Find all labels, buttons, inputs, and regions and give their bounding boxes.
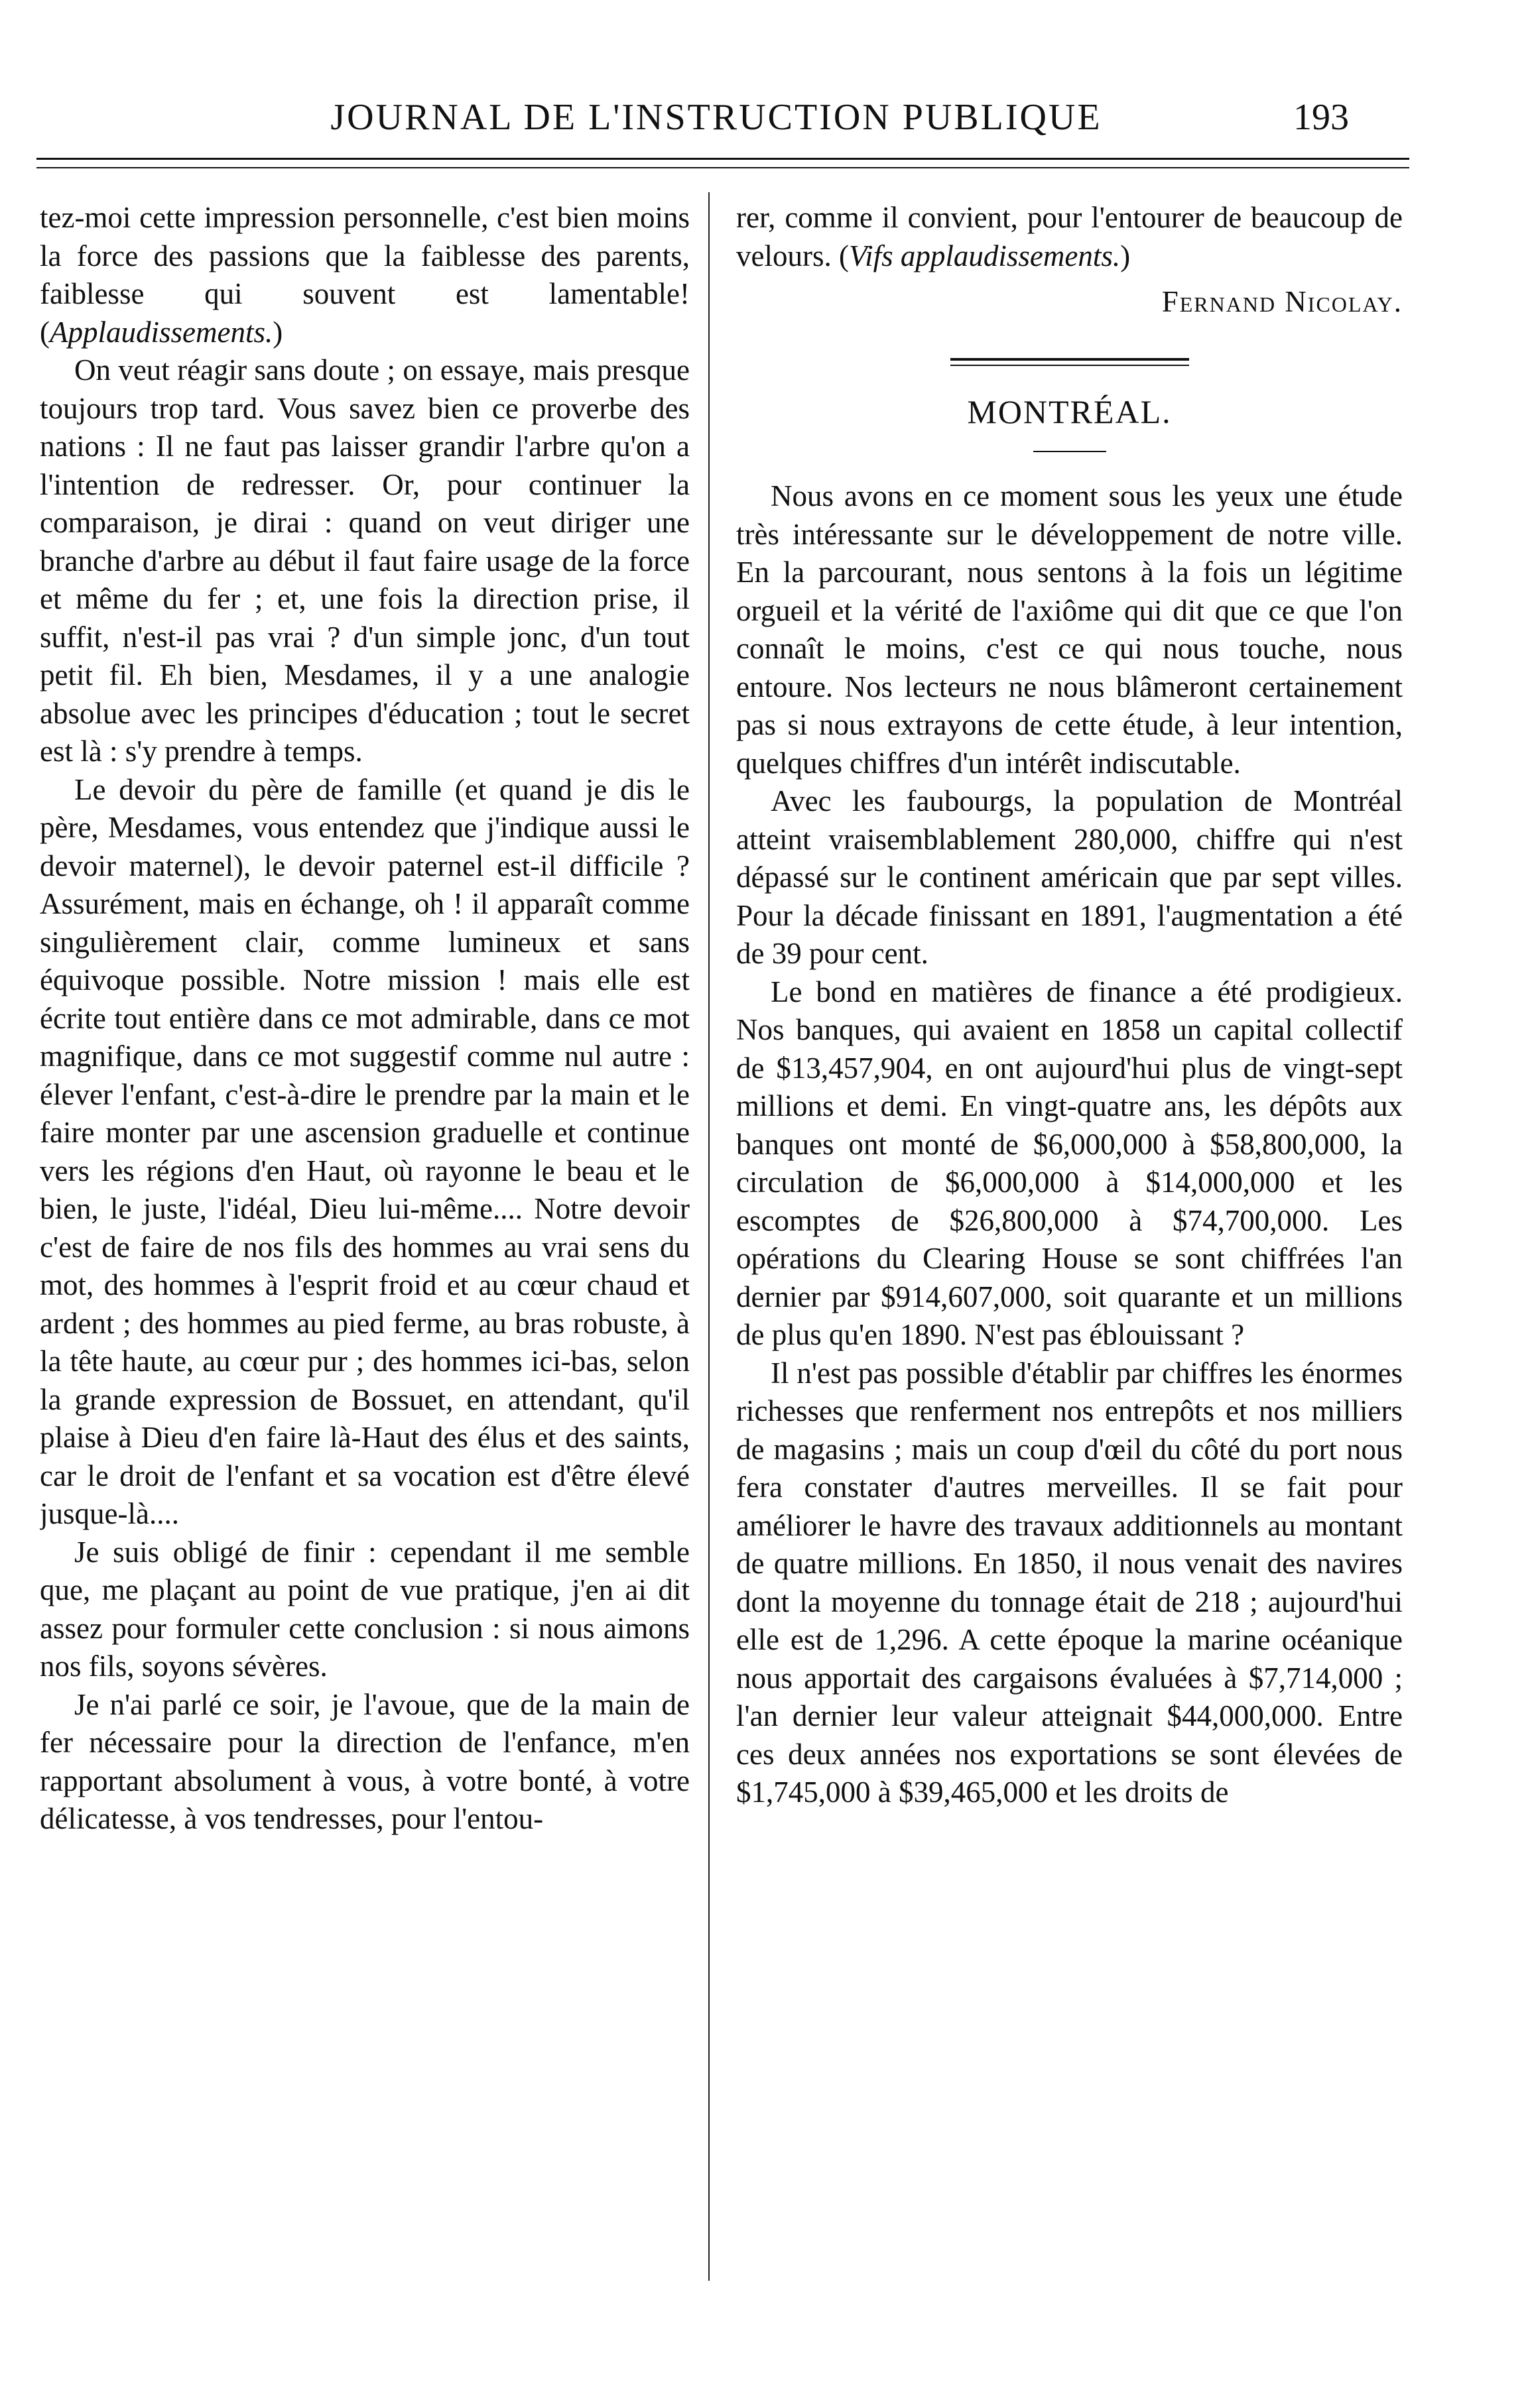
column-divider xyxy=(708,192,710,2281)
right-paragraph-3: Le bond en matières de finance a été prodigieux. Nos banques, qui avaient en 1858 un capital collectif de $13,457,904, en ont aujourd'hui plus de vingt-sept millions et demi. En vingt-quatre ans, les dépôts aux banques ont monté de $6,000,000 à $58,800,000, la circulation de $6,000,000 à $14,000,000 et les escomptes de $26,800,000 à $74,700,000. Les opérations du Clearing House se sont chiffrées l'an dernier par $914,607,000, soit quarante et un millions de plus qu'en 1890. N'est pas éblouissant ? xyxy=(736,975,1403,1351)
section-short-rule xyxy=(1033,451,1106,452)
right-paragraph-2: Avec les faubourgs, la population de Montréal atteint vraisemblablement 280,000, chiffre qui n'est dépassé sur le continent américain que par sept villes. Pour la décade finissant en 1891, l'augmentation a été de 39 pour cent. xyxy=(736,784,1403,970)
left-column xyxy=(40,199,690,2348)
continuation-text: rer, comme il convient, pour l'entourer de beaucoup de velours. xyxy=(736,201,1403,272)
right-paragraph-4: Il n'est pas possible d'établir par chiffres les énormes richesses que renferment nos entrepôts et nos milliers de magasins ; mais un coup d'œil du côté du port nous fera constater d'autres merveilles. Il se fait pour améliorer le havre des travaux additionnels au montant de quatre millions. En 1850, il nous venait des navires dont la moyenne du tonnage était de 218 ; aujourd'hui elle est de 1,296. A cette époque la marine océanique nous apportait des cargaisons évaluées à $7,714,000 ; l'an dernier leur valeur atteignait $44,000,000. Entre ces deux années nos exportations se sont élevées de $1,745,000 à $39,465,000 et les droits de xyxy=(736,1356,1403,1809)
running-title: JOURNAL DE L'INSTRUCTION PUBLIQUE xyxy=(330,97,1102,138)
page-number: 193 xyxy=(1293,97,1349,138)
left-paragraph-1 xyxy=(40,199,690,351)
header-rule-bottom xyxy=(36,167,1409,168)
right-paragraph-1: Nous avons en ce moment sous les yeux une étude très intéressante sur le développement de notre ville. En la parcourant, nous sentons à la fois un légitime orgueil et la vérité de l'axiôme qui dit que ce que l'on connaît le moins, c'est ce qui nous touche, nous entoure. Nos lecteurs ne nous blâmeront certainement pas si nous extrayons de cette étude, à leur intention, quelques chiffres d'un intérêt indiscutable. xyxy=(736,479,1403,780)
right-continuation: rer, comme il convient, pour l'entourer de beaucoup de velours. (Vifs applaudissements.) xyxy=(736,201,1403,272)
right-column xyxy=(736,199,1403,2348)
left-paragraph-1-text: tez-moi cette impression personnelle, c'est bien moins la force des passions que la faiblesse des parents, faiblesse qui souvent est lamentable! (Applaudissements.) xyxy=(40,201,690,349)
applause-note: Vifs applaudissements. xyxy=(848,239,1121,272)
left-paragraph-5: Je n'ai parlé ce soir, je l'avoue, que de la main de fer nécessaire pour la direction de l'enfance, m'en rapportant absolument à vous, à votre bonté, à votre délicatesse, à vos tendresses, pour l'entou- xyxy=(40,1687,690,1835)
author-signature: Fernand Nicolay. xyxy=(1161,285,1403,318)
left-paragraph-3: Le devoir du père de famille (et quand je dis le père, Mesdames, vous entendez que j'indique aussi le devoir maternel), le devoir paternel est-il difficile ? Assurément, mais en échange, oh ! il apparaît comme singulièrement clair, comme lumineux et sans équivoque possible. Notre mission ! mais elle est écrite tout entière dans ce mot admirable, dans ce mot magnifique, dans ce mot suggestif comme nul autre : élever l'enfant, c'est-à-dire le prendre par la main et le faire monter par une ascension graduelle et continue vers les régions d'en Haut, où rayonne le beau et le bien, le juste, l'idéal, Dieu lui-même.... Notre devoir c'est de faire de nos fils des hommes au vrai sens du mot, des hommes à l'esprit froid et au cœur chaud et ardent ; des hommes au pied ferme, au bras robuste, à la tête haute, au cœur pur ; des hommes ici-bas, selon la grande expression de Bossuet, en attendant, qu'il plaise à Dieu d'en faire là-Haut des élus et des saints, car le droit de l'enfant et sa vocation est d'être élevé jusque-là.... xyxy=(40,772,690,1530)
left-paragraph-2: On veut réagir sans doute ; on essaye, mais presque toujours trop tard. Vous savez bien ce proverbe des nations : Il ne faut pas laisser grandir l'arbre qu'on a l'intention de redresser. Or, pour continuer la comparaison, je dirai : quand on veut diriger une branche d'arbre au début il faut faire usage de la force et même du fer ; et, une fois la direction prise, il suffit, n'est-il pas vrai ? d'un simple jonc, d'un tout petit fil. Eh bien, Mesdames, il y a une analogie absolue avec les principes d'éducation ; tout le secret est là : s'y prendre à temps. xyxy=(40,353,690,768)
left-paragraph-4: Je suis obligé de finir : cependant il me semble que, me plaçant au point de vue pratique, j'en ai dit assez pour formuler cette conclusion : si nous aimons nos fils, soyons sévères. xyxy=(40,1535,690,1683)
applause-inline: Applaudissements. xyxy=(50,315,273,349)
section-double-rule xyxy=(950,358,1189,366)
header-rule-top xyxy=(36,158,1409,160)
section-title: MONTRÉAL. xyxy=(967,393,1172,430)
